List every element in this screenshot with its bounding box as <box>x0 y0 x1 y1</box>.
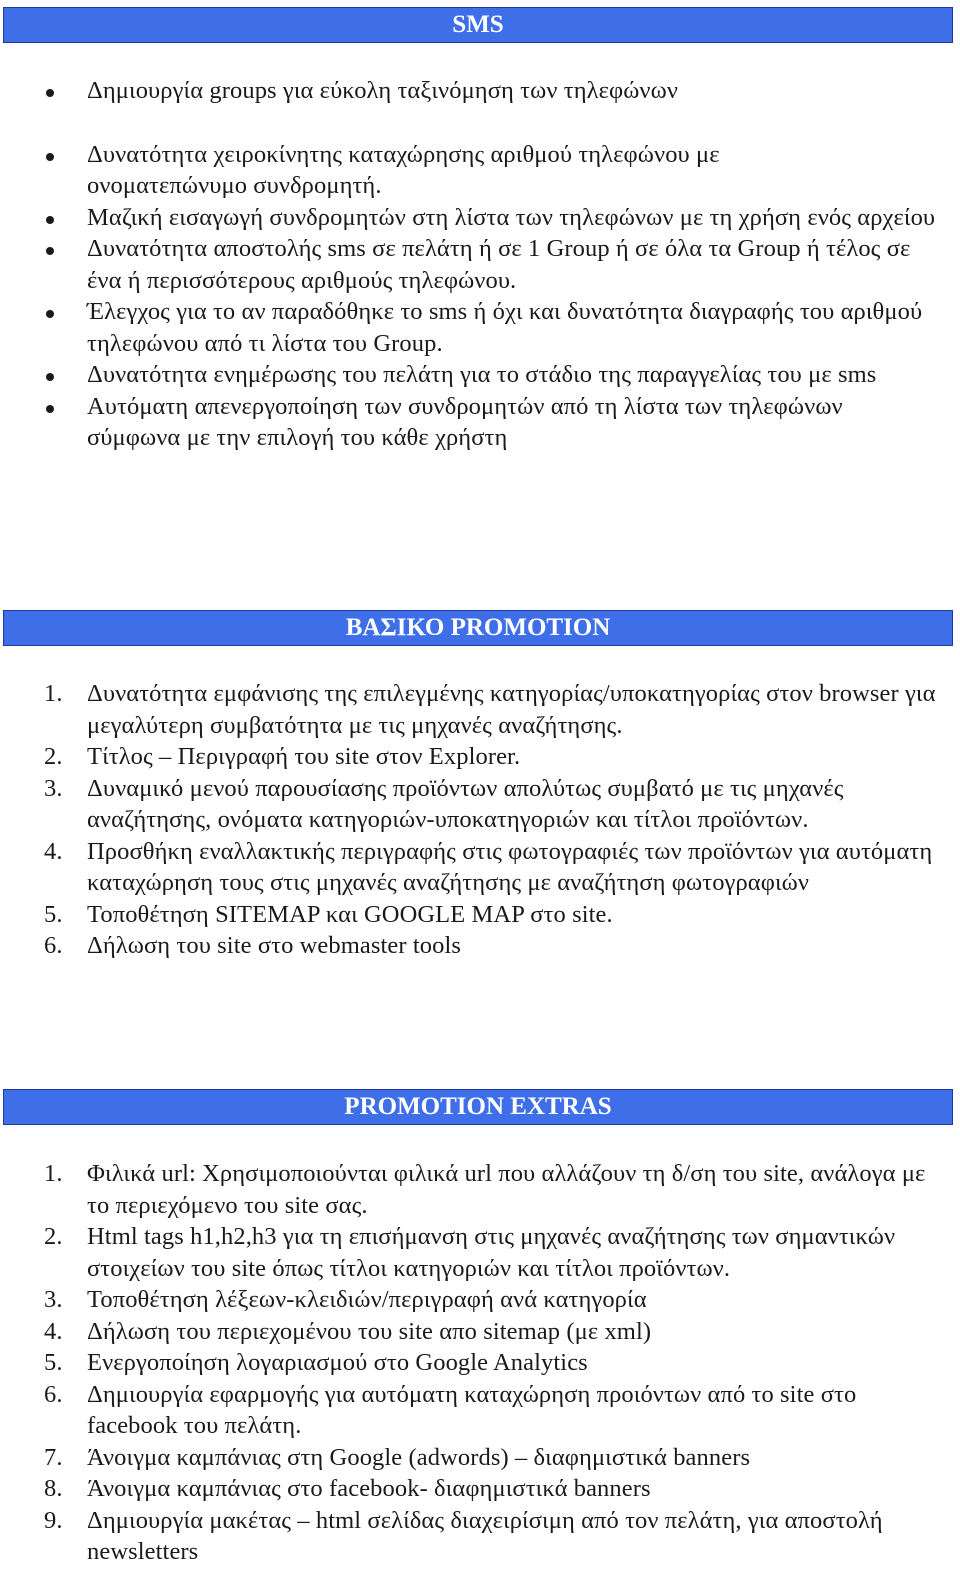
list-item-text: Δυνατότητα εμφάνισης της επιλεγμένης κατηγορίας/υποκατηγορίας στον browser για μεγαλύτερη συμβατότητα με τις μηχανές αναζήτησης. <box>87 680 936 739</box>
list-item-text: Δήλωση του περιεχομένου του site απο sitemap (με xml) <box>87 1317 652 1345</box>
bullet-icon <box>46 216 54 224</box>
list-item-number: 1. <box>44 1160 63 1187</box>
list-item <box>0 899 960 931</box>
list-item-text: Άνοιγμα καμπάνιας στο facebook- διαφημιστικά banners <box>87 1475 651 1502</box>
list-item <box>0 139 960 202</box>
list-item <box>0 202 960 234</box>
list-item-text: Έλεγχος για το αν παραδόθηκε το sms ή όχι και δυνατότητα διαγραφής του αριθμού τηλεφώνου από τι λίστα του Group. <box>87 298 923 357</box>
list-item-number: 6. <box>44 932 63 959</box>
list-item-number: 6. <box>44 1380 63 1408</box>
list-item <box>0 1347 960 1379</box>
bullet-icon <box>46 310 54 318</box>
list-item-number: 8. <box>44 1475 63 1502</box>
list-item-number: 5. <box>44 900 63 928</box>
list-item-text: Φιλικά url: Χρησιμοποιούνται φιλικά url που αλλάζουν τη δ/ση του site, ανάλογα με το περιεχόμενο του site σας. <box>87 1160 926 1219</box>
list-item <box>0 1379 960 1442</box>
list-item-number: 5. <box>44 1349 63 1376</box>
list-item-text: Τοποθέτηση SITEMAP και GOOGLE MAP στο site. <box>87 900 613 928</box>
list-item <box>0 1316 960 1348</box>
basic-promotion-list <box>0 678 960 962</box>
list-item <box>0 359 960 391</box>
list-item-number: 1. <box>44 680 63 707</box>
list-item-number: 3. <box>44 1286 63 1313</box>
list-item-number: 9. <box>44 1506 63 1534</box>
list-item <box>0 1221 960 1284</box>
list-item-text: Τοποθέτηση λέξεων-κλειδιών/περιγραφή ανά κατηγορία <box>87 1286 647 1313</box>
list-item-text: Αυτόματη απενεργοποίηση των συνδρομητών από τη λίστα των τηλεφώνων σύμφωνα με την επιλογή του κάθε χρήστη <box>87 392 843 451</box>
list-item-number: 4. <box>44 837 63 865</box>
list-item-text: Δημιουργία μακέτας – html σελίδας διαχειρίσιμη από τον πελάτη, για αποστολή newsletters <box>87 1506 883 1565</box>
list-item <box>0 1284 960 1316</box>
list-item-text: Δυναμικό μενού παρουσίασης προϊόντων απολύτως συμβατό με τις μηχανές αναζήτησης, ονόματα κατηγοριών-υποκατηγοριών και τίτλοι προϊόντων. <box>87 774 844 833</box>
list-item <box>0 75 960 107</box>
list-item <box>0 678 960 741</box>
list-item <box>0 930 960 962</box>
list-item <box>0 296 960 359</box>
bullet-icon <box>46 153 54 161</box>
bullet-icon <box>46 89 54 97</box>
list-item-text: Προσθήκη εναλλακτικής περιγραφής στις φωτογραφιές των προϊόντων για αυτόματη καταχώρηση τους στις μηχανές αναζήτησης με αναζήτηση φωτογραφιών <box>87 837 933 896</box>
list-item <box>0 1158 960 1221</box>
list-item-number: 2. <box>44 743 63 770</box>
list-item-text: Html tags h1,h2,h3 για τη επισήμανση στις μηχανές αναζήτησης των σημαντικών στοιχείων του site όπως τίτλοι κατηγοριών και τίτλοι προϊόντων. <box>87 1223 896 1282</box>
sms-feature-list <box>0 75 960 454</box>
list-item <box>0 233 960 296</box>
bullet-icon <box>46 405 54 413</box>
bullet-icon <box>46 373 54 381</box>
list-item-number: 2. <box>44 1223 63 1250</box>
list-item <box>0 741 960 773</box>
promotion-extras-list <box>0 1158 960 1568</box>
list-item <box>0 773 960 836</box>
section-header-promotion-extras: PROMOTION EXTRAS <box>3 1089 953 1125</box>
bullet-icon <box>46 247 54 255</box>
list-item-text: Άνοιγμα καμπάνιας στη Google (adwords) – διαφημιστικά banners <box>87 1443 751 1471</box>
list-item-number: 4. <box>44 1317 63 1345</box>
list-item-text: Δυνατότητα χειροκίνητης καταχώρησης αριθμού τηλεφώνου με ονοματεπώνυμο συνδρομητή. <box>87 140 720 199</box>
list-item <box>0 1442 960 1474</box>
list-item-text: Ενεργοποίηση λογαριασμού στο Google Analytics <box>87 1349 588 1376</box>
list-item <box>0 1473 960 1505</box>
list-item-text: Δημιουργία groups για εύκολη ταξινόμηση των τηλεφώνων <box>87 77 679 104</box>
list-item-text: Τίτλος – Περιγραφή του site στον Explorer. <box>87 743 521 770</box>
list-item <box>0 391 960 454</box>
section-header-basic-promotion: ΒΑΣΙΚΟ PROMOTION <box>3 610 953 646</box>
list-item-text: Δήλωση του site στο webmaster tools <box>87 932 462 959</box>
list-item-text: Δυνατότητα αποστολής sms σε πελάτη ή σε 1 Group ή σε όλα τα Group ή τέλος σε ένα ή περισσότερους αριθμούς τηλεφώνου. <box>87 235 911 294</box>
list-item-text: Δημιουργία εφαρμογής για αυτόματη καταχώρηση προιόντων από το site στο facebook του πελάτη. <box>87 1380 857 1439</box>
list-item <box>0 1505 960 1568</box>
section-header-sms: SMS <box>3 7 953 43</box>
list-item-text: Δυνατότητα ενημέρωσης του πελάτη για το στάδιο της παραγγελίας του με sms <box>87 361 877 388</box>
list-item-text: Μαζική εισαγωγή συνδρομητών στη λίστα των τηλεφώνων με τη χρήση ενός αρχείου <box>87 203 936 231</box>
list-item <box>0 836 960 899</box>
list-item-number: 7. <box>44 1443 63 1471</box>
list-item-number: 3. <box>44 774 63 802</box>
